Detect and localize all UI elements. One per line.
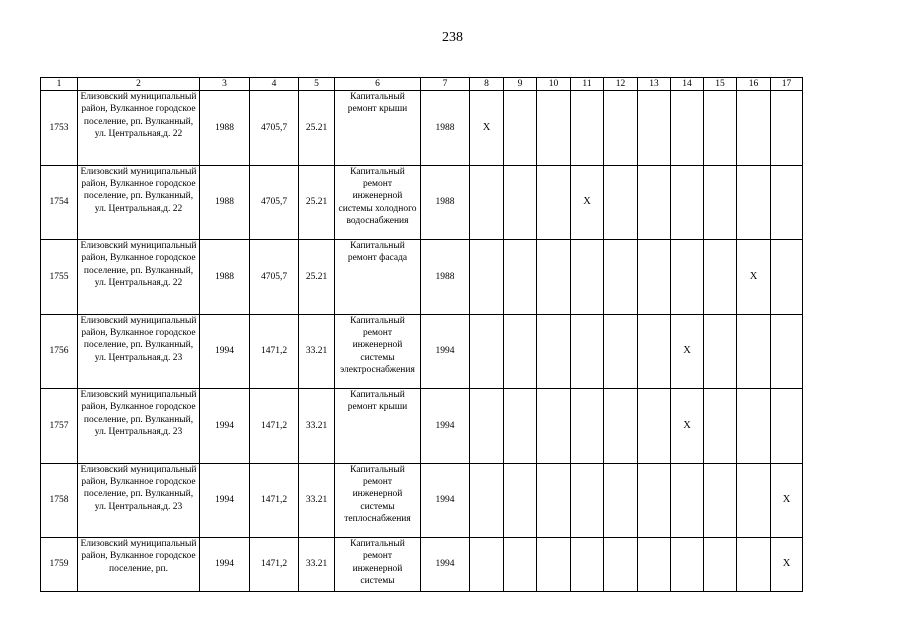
code-cell: 25.21 xyxy=(299,165,335,240)
period-cell xyxy=(771,165,803,240)
address-cell: Елизовский муниципальный район, Вулканное городское поселение, рп. Вулканный, ул. Центральная,д. 23 xyxy=(78,389,200,464)
column-header-7: 7 xyxy=(421,78,470,91)
column-header-9: 9 xyxy=(504,78,537,91)
period-cell xyxy=(737,538,771,592)
work-year-cell: 1988 xyxy=(421,91,470,166)
build-year-cell: 1994 xyxy=(200,314,250,389)
work-year-cell: 1988 xyxy=(421,165,470,240)
period-cell xyxy=(704,240,737,315)
period-cell xyxy=(537,538,571,592)
period-cell xyxy=(470,538,504,592)
work-type-cell: Капитальный ремонт крыши xyxy=(335,389,421,464)
column-header-2: 2 xyxy=(78,78,200,91)
page-number: 238 xyxy=(442,30,463,45)
column-header-12: 12 xyxy=(604,78,638,91)
period-cell xyxy=(470,240,504,315)
period-cell xyxy=(571,240,604,315)
period-mark: X xyxy=(737,240,771,315)
row-number: 1754 xyxy=(41,165,78,240)
code-cell: 33.21 xyxy=(299,538,335,592)
column-header-3: 3 xyxy=(200,78,250,91)
column-header-8: 8 xyxy=(470,78,504,91)
work-year-cell: 1994 xyxy=(421,389,470,464)
period-cell xyxy=(737,389,771,464)
period-cell xyxy=(537,240,571,315)
period-mark: X xyxy=(771,538,803,592)
period-cell xyxy=(771,240,803,315)
period-cell xyxy=(638,463,671,538)
period-cell xyxy=(571,314,604,389)
table-row xyxy=(41,314,803,389)
period-cell xyxy=(737,463,771,538)
period-cell xyxy=(604,314,638,389)
column-header-15: 15 xyxy=(704,78,737,91)
period-cell xyxy=(537,463,571,538)
period-cell xyxy=(737,165,771,240)
row-number: 1757 xyxy=(41,389,78,464)
period-cell xyxy=(604,538,638,592)
period-cell xyxy=(571,538,604,592)
period-cell xyxy=(737,314,771,389)
period-cell xyxy=(504,463,537,538)
build-year-cell: 1988 xyxy=(200,91,250,166)
row-number: 1759 xyxy=(41,538,78,592)
period-cell xyxy=(504,314,537,389)
column-header-17: 17 xyxy=(771,78,803,91)
period-cell xyxy=(704,165,737,240)
period-cell xyxy=(571,389,604,464)
period-cell xyxy=(737,91,771,166)
row-number: 1756 xyxy=(41,314,78,389)
column-header-14: 14 xyxy=(671,78,704,91)
build-year-cell: 1994 xyxy=(200,463,250,538)
table-row xyxy=(41,389,803,464)
period-cell xyxy=(671,165,704,240)
period-cell xyxy=(704,91,737,166)
table-row xyxy=(41,240,803,315)
code-cell: 33.21 xyxy=(299,463,335,538)
column-header-6: 6 xyxy=(335,78,421,91)
work-type-cell: Капитальный ремонт крыши xyxy=(335,91,421,166)
address-cell: Елизовский муниципальный район, Вулканное городское поселение, рп. Вулканный, ул. Центральная,д. 22 xyxy=(78,240,200,315)
period-cell xyxy=(771,389,803,464)
column-header-13: 13 xyxy=(638,78,671,91)
build-year-cell: 1994 xyxy=(200,538,250,592)
period-cell xyxy=(571,463,604,538)
code-cell: 25.21 xyxy=(299,91,335,166)
period-mark: X xyxy=(571,165,604,240)
area-cell: 1471,2 xyxy=(250,463,299,538)
period-cell xyxy=(537,91,571,166)
address-cell: Елизовский муниципальный район, Вулканное городское поселение, рп. Вулканный, ул. Центральная,д. 22 xyxy=(78,91,200,166)
period-cell xyxy=(671,463,704,538)
column-header-11: 11 xyxy=(571,78,604,91)
period-mark: X xyxy=(771,463,803,538)
row-number: 1755 xyxy=(41,240,78,315)
work-year-cell: 1994 xyxy=(421,463,470,538)
area-cell: 4705,7 xyxy=(250,240,299,315)
period-cell xyxy=(537,389,571,464)
table-row xyxy=(41,538,803,592)
table-body xyxy=(41,91,803,592)
code-cell: 33.21 xyxy=(299,389,335,464)
work-type-cell: Капитальный ремонт инженерной системы холодного водоснабжения xyxy=(335,165,421,240)
area-cell: 1471,2 xyxy=(250,389,299,464)
period-cell xyxy=(638,538,671,592)
work-type-cell: Капитальный ремонт инженерной системы xyxy=(335,538,421,592)
work-year-cell: 1988 xyxy=(421,240,470,315)
period-mark: X xyxy=(470,91,504,166)
period-cell xyxy=(571,91,604,166)
period-cell xyxy=(638,91,671,166)
build-year-cell: 1994 xyxy=(200,389,250,464)
period-cell xyxy=(704,538,737,592)
work-type-cell: Капитальный ремонт фасада xyxy=(335,240,421,315)
period-cell xyxy=(537,165,571,240)
column-header-1: 1 xyxy=(41,78,78,91)
header-row xyxy=(41,78,803,91)
row-number: 1758 xyxy=(41,463,78,538)
column-header-5: 5 xyxy=(299,78,335,91)
build-year-cell: 1988 xyxy=(200,240,250,315)
period-mark: X xyxy=(671,314,704,389)
period-cell xyxy=(638,314,671,389)
period-cell xyxy=(470,314,504,389)
column-header-4: 4 xyxy=(250,78,299,91)
period-cell xyxy=(504,538,537,592)
address-cell: Елизовский муниципальный район, Вулканное городское поселение, рп. Вулканный, ул. Центральная,д. 23 xyxy=(78,314,200,389)
build-year-cell: 1988 xyxy=(200,165,250,240)
period-cell xyxy=(604,165,638,240)
works-table xyxy=(40,77,803,592)
work-year-cell: 1994 xyxy=(421,538,470,592)
code-cell: 33.21 xyxy=(299,314,335,389)
period-cell xyxy=(537,314,571,389)
row-number: 1753 xyxy=(41,91,78,166)
period-cell xyxy=(704,314,737,389)
period-cell xyxy=(671,91,704,166)
period-cell xyxy=(638,389,671,464)
period-cell xyxy=(504,165,537,240)
table-header xyxy=(41,78,803,91)
period-cell xyxy=(638,165,671,240)
period-cell xyxy=(671,240,704,315)
code-cell: 25.21 xyxy=(299,240,335,315)
column-header-10: 10 xyxy=(537,78,571,91)
area-cell: 1471,2 xyxy=(250,314,299,389)
work-type-cell: Капитальный ремонт инженерной системы теплоснабжения xyxy=(335,463,421,538)
table-row xyxy=(41,91,803,166)
table-row xyxy=(41,165,803,240)
period-cell xyxy=(604,240,638,315)
area-cell: 4705,7 xyxy=(250,165,299,240)
address-cell: Елизовский муниципальный район, Вулканное городское поселение, рп. Вулканный, ул. Центральная,д. 22 xyxy=(78,165,200,240)
period-cell xyxy=(604,91,638,166)
work-year-cell: 1994 xyxy=(421,314,470,389)
column-header-16: 16 xyxy=(737,78,771,91)
period-cell xyxy=(504,240,537,315)
work-type-cell: Капитальный ремонт инженерной системы электроснабжения xyxy=(335,314,421,389)
period-mark: X xyxy=(671,389,704,464)
area-cell: 1471,2 xyxy=(250,538,299,592)
table-row xyxy=(41,463,803,538)
period-cell xyxy=(704,463,737,538)
period-cell xyxy=(604,389,638,464)
address-cell: Елизовский муниципальный район, Вулканное городское поселение, рп. Вулканный, ул. Центральная,д. 23 xyxy=(78,463,200,538)
period-cell xyxy=(504,91,537,166)
period-cell xyxy=(671,538,704,592)
address-cell: Елизовский муниципальный район, Вулканное городское поселение, рп. xyxy=(78,538,200,592)
period-cell xyxy=(504,389,537,464)
period-cell xyxy=(470,165,504,240)
period-cell xyxy=(638,240,671,315)
period-cell xyxy=(771,91,803,166)
area-cell: 4705,7 xyxy=(250,91,299,166)
period-cell xyxy=(470,463,504,538)
period-cell xyxy=(771,314,803,389)
period-cell xyxy=(704,389,737,464)
period-cell xyxy=(604,463,638,538)
period-cell xyxy=(470,389,504,464)
